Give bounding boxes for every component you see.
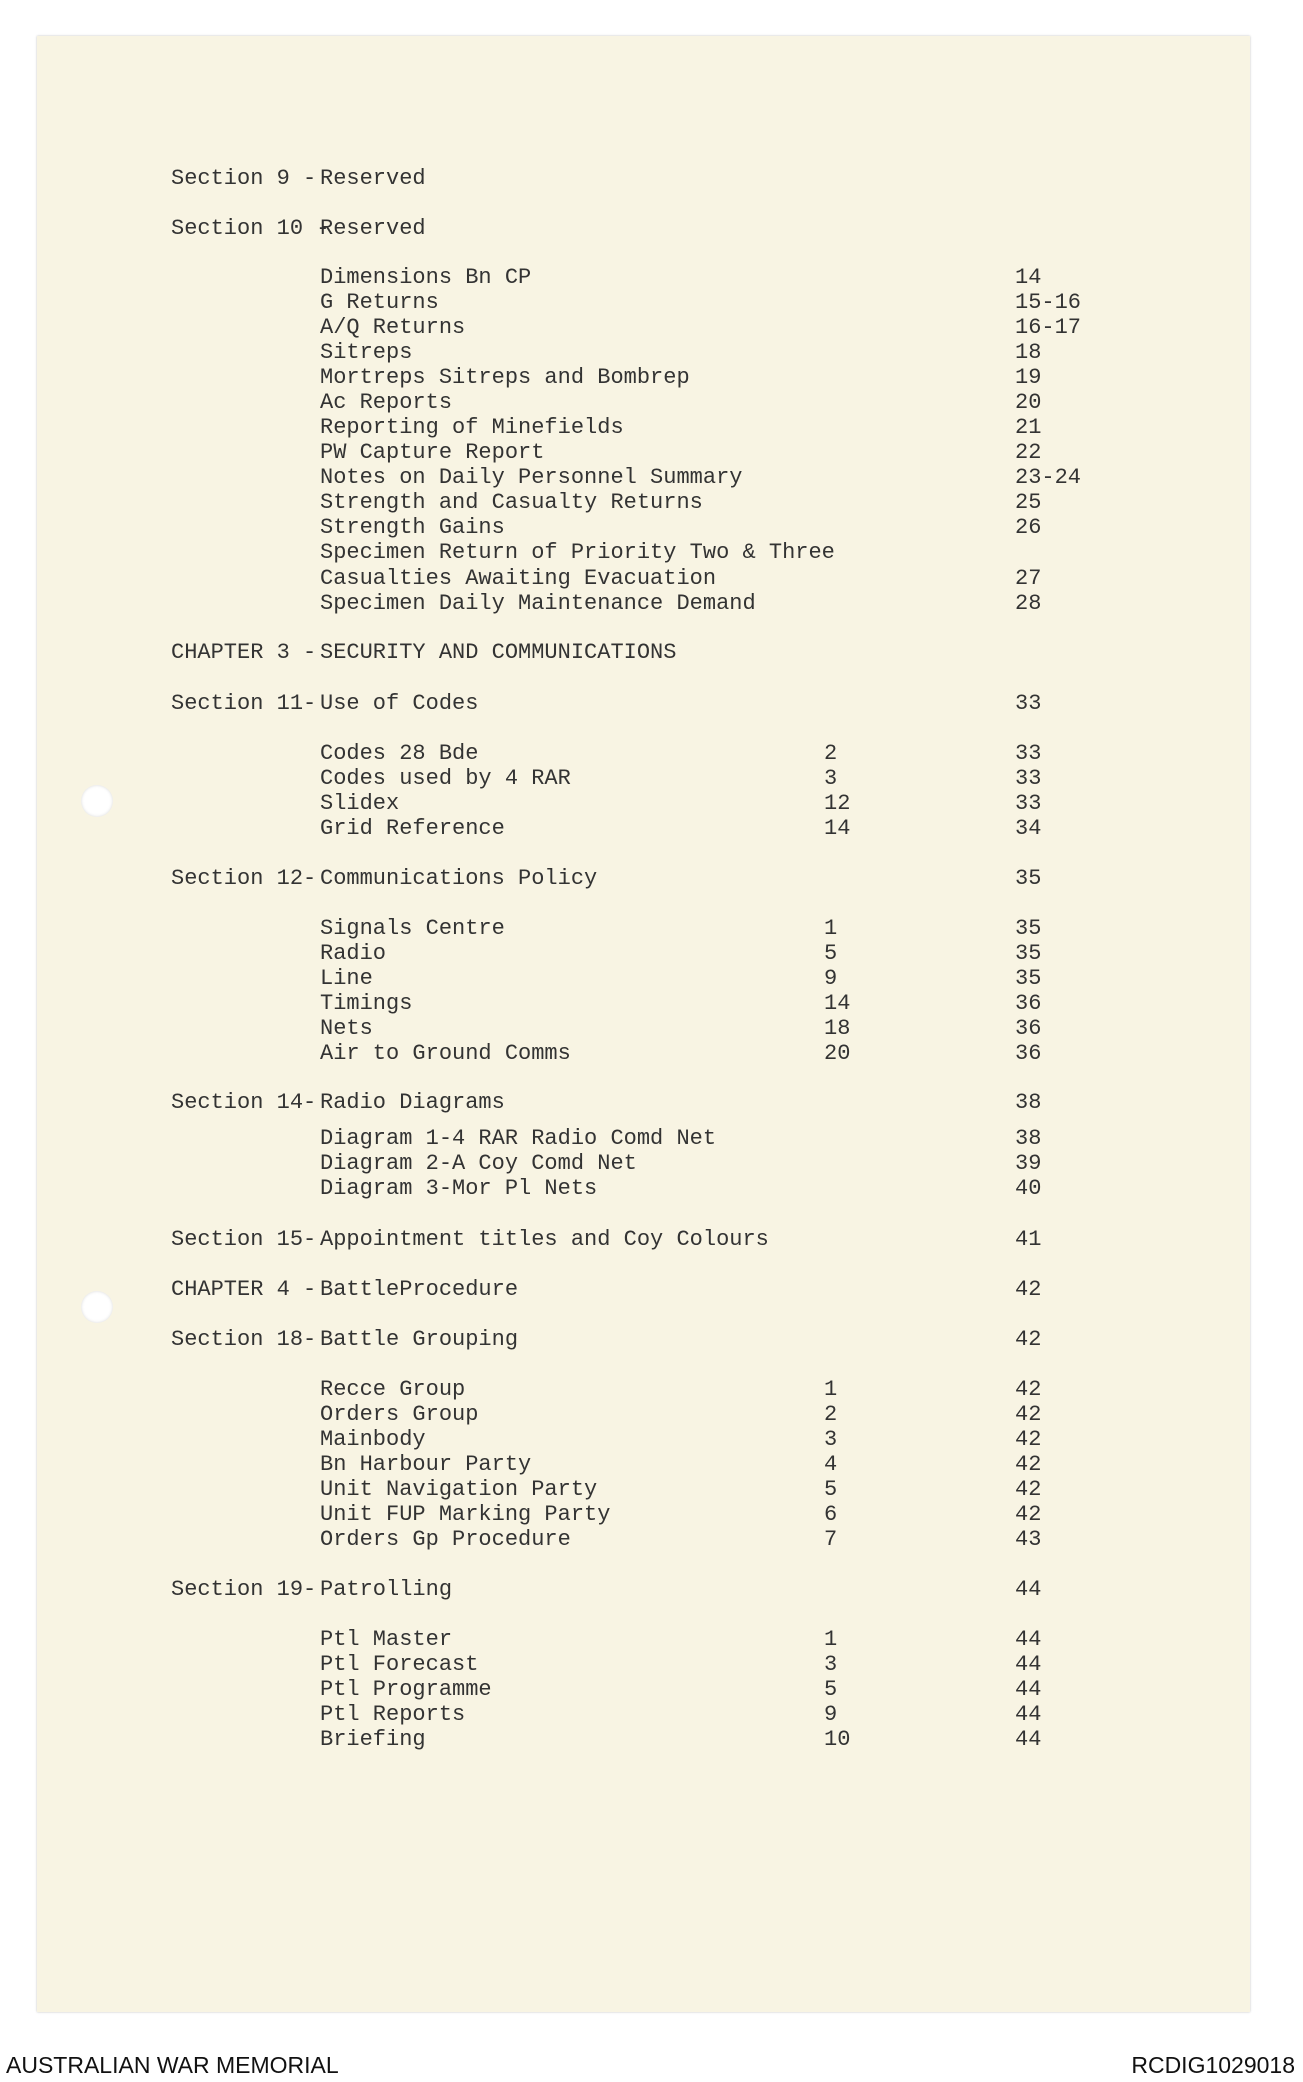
toc-entry-page: 23-24: [1015, 465, 1082, 490]
toc-entry-page: 33: [1015, 741, 1042, 766]
toc-entry-title: Slidex: [320, 791, 400, 816]
toc-entry-para: 12: [824, 791, 851, 816]
toc-entry-title: Radio: [320, 941, 387, 966]
toc-entry-page: 35: [1015, 941, 1042, 966]
toc-entry-title: Diagram 3-Mor Pl Nets: [320, 1176, 598, 1201]
toc-entry-page: 14: [1015, 265, 1042, 290]
toc-entry-para: 4: [824, 1452, 838, 1477]
section-page: 44: [1015, 1577, 1042, 1602]
toc-entry-para: 1: [824, 1627, 838, 1652]
toc-entry-page: 44: [1015, 1727, 1042, 1752]
section-title: Use of Codes: [320, 691, 479, 716]
toc-entry-page: 26: [1015, 515, 1042, 540]
toc-entry-page: 44: [1015, 1702, 1042, 1727]
toc-entry-page: 42: [1015, 1477, 1042, 1502]
toc-entry-page: 20: [1015, 390, 1042, 415]
toc-entry-page: 42: [1015, 1452, 1042, 1477]
toc-entry-title: Specimen Daily Maintenance Demand: [320, 591, 756, 616]
toc-entry-page: 44: [1015, 1652, 1042, 1677]
section-label: Section 11-: [171, 691, 330, 716]
toc-entry-page: 21: [1015, 415, 1042, 440]
toc-entry-page: 19: [1015, 365, 1042, 390]
toc-entry-page: 18: [1015, 340, 1042, 365]
toc-entry-para: 9: [824, 1702, 838, 1727]
toc-entry-title: Strength and Casualty Returns: [320, 490, 703, 515]
toc-entry-title: Diagram 2-A Coy Comd Net: [320, 1151, 637, 1176]
section-label: Section 9 -: [171, 166, 330, 191]
toc-entry-title: Codes used by 4 RAR: [320, 766, 571, 791]
toc-entry-page: 35: [1015, 966, 1042, 991]
section-page: 41: [1015, 1227, 1042, 1252]
chapter-title: SECURITY AND COMMUNICATIONS: [320, 640, 677, 665]
section-title: Patrolling: [320, 1577, 453, 1602]
toc-entry-para: 3: [824, 1652, 838, 1677]
section-title: Reserved: [320, 216, 426, 241]
section-title: Radio Diagrams: [320, 1090, 505, 1115]
section-label: Section 12-: [171, 866, 330, 891]
section-title: Appointment titles and Coy Colours: [320, 1227, 769, 1252]
toc-entry-para: 3: [824, 1427, 838, 1452]
toc-entry-title: Briefing: [320, 1727, 426, 1752]
toc-entry-page: 36: [1015, 1016, 1042, 1041]
section-label: Section 19-: [171, 1577, 330, 1602]
toc-entry-title: Specimen Return of Priority Two & Three: [320, 540, 835, 565]
toc-entry-page: 27: [1015, 566, 1042, 591]
toc-entry-title: Diagram 1-4 RAR Radio Comd Net: [320, 1126, 717, 1151]
punch-hole: [81, 785, 113, 817]
toc-entry-title: Ptl Programme: [320, 1677, 492, 1702]
toc-entry-page: 33: [1015, 766, 1042, 791]
toc-entry-title: Ac Reports: [320, 390, 453, 415]
toc-entry-page: 25: [1015, 490, 1042, 515]
toc-entry-page: 39: [1015, 1151, 1042, 1176]
toc-entry-title: Unit Navigation Party: [320, 1477, 598, 1502]
footer-record-id: RCDIG1029018: [1131, 2052, 1295, 2078]
toc-entry-title: Dimensions Bn CP: [320, 265, 532, 290]
section-title: Reserved: [320, 166, 426, 191]
toc-entry-para: 14: [824, 816, 851, 841]
toc-entry-para: 5: [824, 941, 838, 966]
toc-entry-title: Strength Gains: [320, 515, 505, 540]
toc-entry-title: Grid Reference: [320, 816, 505, 841]
toc-entry-para: 2: [824, 741, 838, 766]
toc-entry-page: 42: [1015, 1377, 1042, 1402]
toc-entry-page: 42: [1015, 1502, 1042, 1527]
footer-source: AUSTRALIAN WAR MEMORIAL: [6, 2052, 339, 2078]
section-label: Section 18-: [171, 1327, 330, 1352]
toc-entry-page: 44: [1015, 1627, 1042, 1652]
toc-entry-page: 16-17: [1015, 315, 1082, 340]
section-page: 38: [1015, 1090, 1042, 1115]
punch-hole: [81, 1291, 113, 1323]
toc-entry-para: 1: [824, 916, 838, 941]
chapter-title: BattleProcedure: [320, 1277, 519, 1302]
toc-entry-page: 28: [1015, 591, 1042, 616]
toc-entry-page: 42: [1015, 1427, 1042, 1452]
toc-entry-para: 5: [824, 1477, 838, 1502]
toc-entry-page: 15-16: [1015, 290, 1082, 315]
chapter-label: CHAPTER 3 -: [171, 640, 330, 665]
toc-entry-para: 2: [824, 1402, 838, 1427]
toc-entry-title: Mainbody: [320, 1427, 426, 1452]
toc-entry-title: Unit FUP Marking Party: [320, 1502, 611, 1527]
toc-entry-page: 35: [1015, 916, 1042, 941]
toc-entry-para: 5: [824, 1677, 838, 1702]
toc-entry-para: 1: [824, 1377, 838, 1402]
toc-entry-page: 40: [1015, 1176, 1042, 1201]
section-title: Communications Policy: [320, 866, 598, 891]
section-page: 42: [1015, 1327, 1042, 1352]
toc-entry-para: 7: [824, 1527, 838, 1552]
section-label: Section 14-: [171, 1090, 330, 1115]
toc-entry-page: 36: [1015, 991, 1042, 1016]
toc-entry-para: 6: [824, 1502, 838, 1527]
toc-entry-para: 18: [824, 1016, 851, 1041]
chapter-label: CHAPTER 4 -: [171, 1277, 330, 1302]
section-title: Battle Grouping: [320, 1327, 519, 1352]
toc-entry-page: 36: [1015, 1041, 1042, 1066]
toc-entry-title: Orders Group: [320, 1402, 479, 1427]
document-page: [37, 36, 1250, 2012]
toc-entry-para: 20: [824, 1041, 851, 1066]
toc-entry-page: 43: [1015, 1527, 1042, 1552]
toc-entry-title: Codes 28 Bde: [320, 741, 479, 766]
toc-entry-page: 22: [1015, 440, 1042, 465]
toc-entry-title: Ptl Master: [320, 1627, 453, 1652]
toc-entry-title: Air to Ground Comms: [320, 1041, 571, 1066]
toc-entry-title: Orders Gp Procedure: [320, 1527, 571, 1552]
toc-entry-para: 14: [824, 991, 851, 1016]
section-label: Section 10 -: [171, 216, 343, 241]
toc-entry-title: Reporting of Minefields: [320, 415, 624, 440]
toc-entry-title: Recce Group: [320, 1377, 466, 1402]
toc-entry-title: Casualties Awaiting Evacuation: [320, 566, 717, 591]
toc-entry-title: Ptl Reports: [320, 1702, 466, 1727]
toc-entry-title: Bn Harbour Party: [320, 1452, 532, 1477]
section-page: 35: [1015, 866, 1042, 891]
toc-entry-title: Nets: [320, 1016, 373, 1041]
toc-entry-title: Mortreps Sitreps and Bombrep: [320, 365, 690, 390]
toc-entry-page: 44: [1015, 1677, 1042, 1702]
toc-entry-title: Notes on Daily Personnel Summary: [320, 465, 743, 490]
toc-entry-title: Timings: [320, 991, 413, 1016]
toc-entry-title: PW Capture Report: [320, 440, 545, 465]
toc-entry-title: Sitreps: [320, 340, 413, 365]
toc-entry-para: 3: [824, 766, 838, 791]
toc-entry-page: 38: [1015, 1126, 1042, 1151]
chapter-page: 42: [1015, 1277, 1042, 1302]
section-label: Section 15-: [171, 1227, 330, 1252]
toc-entry-para: 10: [824, 1727, 851, 1752]
section-page: 33: [1015, 691, 1042, 716]
toc-entry-title: Signals Centre: [320, 916, 505, 941]
toc-entry-para: 9: [824, 966, 838, 991]
toc-entry-page: 42: [1015, 1402, 1042, 1427]
toc-entry-title: Ptl Forecast: [320, 1652, 479, 1677]
toc-entry-page: 33: [1015, 791, 1042, 816]
toc-entry-page: 34: [1015, 816, 1042, 841]
toc-entry-title: G Returns: [320, 290, 439, 315]
toc-entry-title: Line: [320, 966, 373, 991]
toc-entry-title: A/Q Returns: [320, 315, 466, 340]
